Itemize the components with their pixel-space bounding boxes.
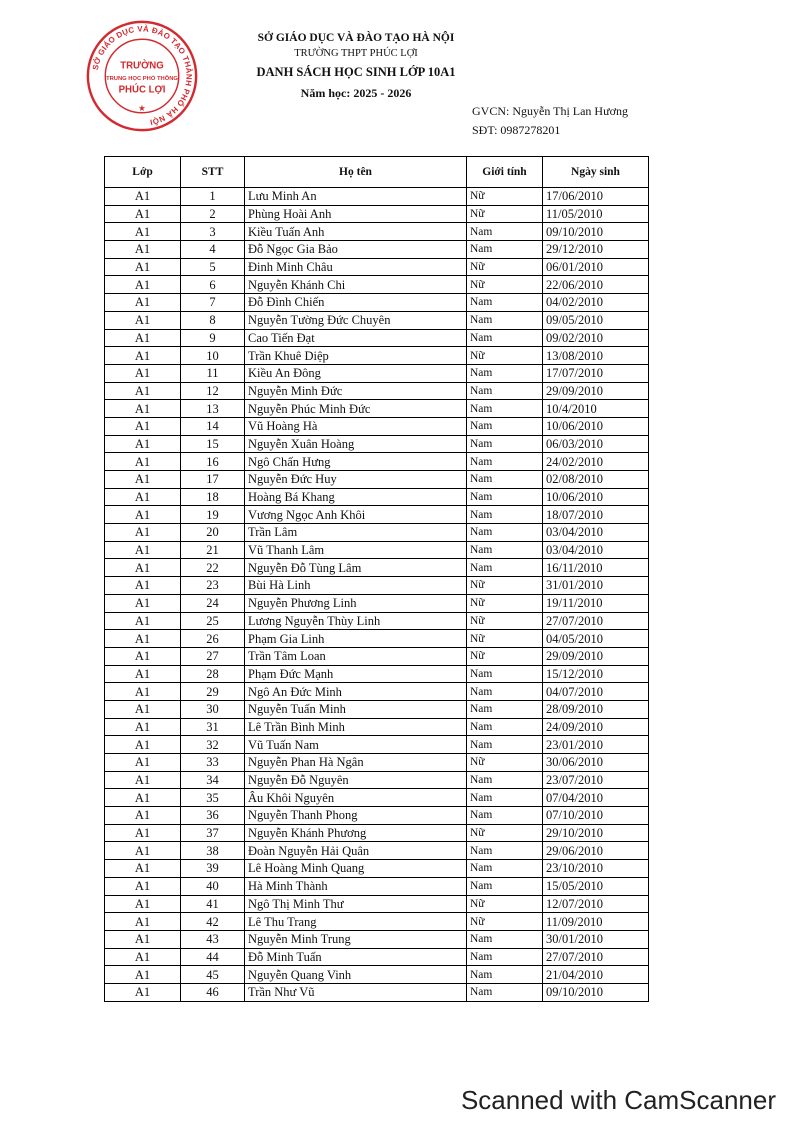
table-row	[105, 541, 649, 559]
cell-gender: Nam	[467, 966, 543, 984]
cell-dob: 04/07/2010	[543, 683, 649, 701]
table-row	[105, 754, 649, 772]
page-title: DANH SÁCH HỌC SINH LỚP 10A1	[256, 65, 456, 79]
cell-name: Phạm Gia Linh	[245, 630, 467, 648]
cell-index: 12	[181, 382, 245, 400]
stamp-star-icon: ★	[138, 102, 146, 113]
cell-name: Phùng Hoài Anh	[245, 205, 467, 223]
cell-gender: Nam	[467, 435, 543, 453]
cell-gender: Nam	[467, 294, 543, 312]
column-header-class: Lớp	[105, 157, 181, 188]
table-row	[105, 241, 649, 259]
cell-name: Trần Tâm Loan	[245, 647, 467, 665]
cell-dob: 30/01/2010	[543, 930, 649, 948]
cell-index: 13	[181, 400, 245, 418]
cell-class: A1	[105, 930, 181, 948]
cell-class: A1	[105, 382, 181, 400]
stamp-ring-text: SỞ GIÁO DỤC VÀ ĐÀO TẠO THÀNH PHỐ HÀ NỘI	[90, 24, 194, 127]
cell-class: A1	[105, 294, 181, 312]
cell-name: Hà Minh Thành	[245, 877, 467, 895]
cell-gender: Nam	[467, 789, 543, 807]
cell-name: Nguyễn Đỗ Nguyên	[245, 771, 467, 789]
cell-gender: Nam	[467, 860, 543, 878]
table-row	[105, 577, 649, 595]
cell-class: A1	[105, 807, 181, 825]
cell-name: Bùi Hà Linh	[245, 577, 467, 595]
table-row	[105, 471, 649, 489]
table-row	[105, 877, 649, 895]
cell-class: A1	[105, 966, 181, 984]
cell-name: Đỗ Đình Chiến	[245, 294, 467, 312]
cell-name: Vũ Hoàng Hà	[245, 417, 467, 435]
cell-class: A1	[105, 630, 181, 648]
cell-name: Nguyễn Minh Trung	[245, 930, 467, 948]
cell-dob: 12/07/2010	[543, 895, 649, 913]
cell-name: Nguyễn Phan Hà Ngân	[245, 754, 467, 772]
cell-index: 21	[181, 541, 245, 559]
cell-name: Ngô Chấn Hưng	[245, 453, 467, 471]
cell-class: A1	[105, 594, 181, 612]
cell-name: Vũ Tuấn Nam	[245, 736, 467, 754]
cell-gender: Nam	[467, 241, 543, 259]
cell-dob: 22/06/2010	[543, 276, 649, 294]
cell-class: A1	[105, 258, 181, 276]
cell-gender: Nữ	[467, 347, 543, 365]
cell-dob: 27/07/2010	[543, 612, 649, 630]
cell-gender: Nam	[467, 771, 543, 789]
cell-index: 39	[181, 860, 245, 878]
cell-dob: 02/08/2010	[543, 471, 649, 489]
cell-class: A1	[105, 329, 181, 347]
cell-class: A1	[105, 895, 181, 913]
cell-name: Nguyễn Đỗ Tùng Lâm	[245, 559, 467, 577]
cell-index: 42	[181, 913, 245, 931]
column-header-index: STT	[181, 157, 245, 188]
cell-name: Trần Lâm	[245, 524, 467, 542]
cell-class: A1	[105, 488, 181, 506]
cell-class: A1	[105, 453, 181, 471]
table-row	[105, 860, 649, 878]
cell-index: 1	[181, 188, 245, 206]
cell-name: Vương Ngọc Anh Khôi	[245, 506, 467, 524]
table-row	[105, 736, 649, 754]
cell-name: Nguyễn Quang Vinh	[245, 966, 467, 984]
table-row	[105, 630, 649, 648]
cell-gender: Nam	[467, 311, 543, 329]
table-row	[105, 364, 649, 382]
cell-index: 6	[181, 276, 245, 294]
column-header-name: Họ tên	[245, 157, 467, 188]
cell-name: Đỗ Minh Tuấn	[245, 948, 467, 966]
cell-name: Kiều Tuấn Anh	[245, 223, 467, 241]
cell-gender: Nam	[467, 506, 543, 524]
header-school: TRƯỜNG THPT PHÚC LỢI	[294, 48, 418, 59]
cell-class: A1	[105, 417, 181, 435]
cell-class: A1	[105, 718, 181, 736]
cell-name: Nguyễn Xuân Hoàng	[245, 435, 467, 453]
cell-index: 2	[181, 205, 245, 223]
cell-class: A1	[105, 347, 181, 365]
cell-name: Nguyễn Tường Đức Chuyên	[245, 311, 467, 329]
cell-index: 11	[181, 364, 245, 382]
cell-index: 5	[181, 258, 245, 276]
cell-dob: 17/06/2010	[543, 188, 649, 206]
cell-gender: Nam	[467, 382, 543, 400]
cell-dob: 09/05/2010	[543, 311, 649, 329]
table-row	[105, 329, 649, 347]
table-row	[105, 913, 649, 931]
table-row	[105, 948, 649, 966]
cell-index: 24	[181, 594, 245, 612]
table-row	[105, 842, 649, 860]
table-row	[105, 647, 649, 665]
cell-index: 9	[181, 329, 245, 347]
table-row	[105, 665, 649, 683]
student-table	[104, 156, 649, 1002]
cell-gender: Nam	[467, 807, 543, 825]
table-row	[105, 276, 649, 294]
stamp-school-type: TRUNG HỌC PHỔ THÔNG	[106, 75, 178, 82]
cell-name: Cao Tiến Đạt	[245, 329, 467, 347]
cell-name: Nguyễn Minh Đức	[245, 382, 467, 400]
cell-index: 38	[181, 842, 245, 860]
cell-dob: 29/09/2010	[543, 647, 649, 665]
cell-class: A1	[105, 400, 181, 418]
table-row	[105, 807, 649, 825]
cell-dob: 31/01/2010	[543, 577, 649, 595]
table-row	[105, 559, 649, 577]
cell-index: 8	[181, 311, 245, 329]
table-row	[105, 417, 649, 435]
cell-name: Nguyễn Phương Linh	[245, 594, 467, 612]
table-row	[105, 188, 649, 206]
cell-class: A1	[105, 789, 181, 807]
cell-class: A1	[105, 541, 181, 559]
table-row	[105, 453, 649, 471]
cell-dob: 23/01/2010	[543, 736, 649, 754]
cell-class: A1	[105, 983, 181, 1001]
cell-gender: Nam	[467, 471, 543, 489]
cell-class: A1	[105, 311, 181, 329]
homeroom-teacher: GVCN: Nguyễn Thị Lan Hương	[472, 104, 628, 118]
table-row	[105, 205, 649, 223]
table-row	[105, 789, 649, 807]
cell-dob: 15/12/2010	[543, 665, 649, 683]
stamp-school-name: PHÚC LỢI	[118, 84, 166, 96]
cell-name: Nguyễn Phúc Minh Đức	[245, 400, 467, 418]
cell-dob: 15/05/2010	[543, 877, 649, 895]
cell-index: 29	[181, 683, 245, 701]
table-row	[105, 983, 649, 1001]
cell-class: A1	[105, 700, 181, 718]
cell-index: 19	[181, 506, 245, 524]
table-row	[105, 930, 649, 948]
cell-dob: 04/02/2010	[543, 294, 649, 312]
cell-name: Nguyễn Thanh Phong	[245, 807, 467, 825]
table-row	[105, 258, 649, 276]
cell-index: 18	[181, 488, 245, 506]
cell-name: Trần Như Vũ	[245, 983, 467, 1001]
cell-class: A1	[105, 241, 181, 259]
cell-class: A1	[105, 647, 181, 665]
cell-index: 45	[181, 966, 245, 984]
cell-dob: 29/06/2010	[543, 842, 649, 860]
cell-name: Lương Nguyễn Thùy Linh	[245, 612, 467, 630]
cell-class: A1	[105, 842, 181, 860]
cell-dob: 19/11/2010	[543, 594, 649, 612]
cell-gender: Nam	[467, 559, 543, 577]
cell-gender: Nam	[467, 983, 543, 1001]
cell-index: 27	[181, 647, 245, 665]
cell-gender: Nam	[467, 329, 543, 347]
cell-name: Phạm Đức Mạnh	[245, 665, 467, 683]
cell-name: Lê Trần Bình Minh	[245, 718, 467, 736]
cell-dob: 04/05/2010	[543, 630, 649, 648]
cell-gender: Nữ	[467, 205, 543, 223]
cell-dob: 18/07/2010	[543, 506, 649, 524]
cell-dob: 06/01/2010	[543, 258, 649, 276]
scanner-watermark: Scanned with CamScanner	[460, 1085, 776, 1115]
cell-class: A1	[105, 824, 181, 842]
cell-dob: 24/09/2010	[543, 718, 649, 736]
cell-name: Âu Khôi Nguyên	[245, 789, 467, 807]
cell-dob: 16/11/2010	[543, 559, 649, 577]
cell-dob: 29/09/2010	[543, 382, 649, 400]
table-row	[105, 294, 649, 312]
cell-dob: 23/07/2010	[543, 771, 649, 789]
table-row	[105, 895, 649, 913]
cell-gender: Nữ	[467, 824, 543, 842]
cell-index: 15	[181, 435, 245, 453]
cell-class: A1	[105, 754, 181, 772]
cell-dob: 09/10/2010	[543, 223, 649, 241]
cell-index: 46	[181, 983, 245, 1001]
table-row	[105, 506, 649, 524]
cell-class: A1	[105, 559, 181, 577]
cell-dob: 24/02/2010	[543, 453, 649, 471]
cell-class: A1	[105, 612, 181, 630]
cell-class: A1	[105, 188, 181, 206]
table-row	[105, 311, 649, 329]
cell-dob: 09/02/2010	[543, 329, 649, 347]
cell-index: 17	[181, 471, 245, 489]
table-row	[105, 400, 649, 418]
cell-class: A1	[105, 223, 181, 241]
cell-dob: 03/04/2010	[543, 541, 649, 559]
cell-index: 10	[181, 347, 245, 365]
cell-gender: Nam	[467, 877, 543, 895]
cell-index: 43	[181, 930, 245, 948]
cell-dob: 03/04/2010	[543, 524, 649, 542]
cell-name: Vũ Thanh Lâm	[245, 541, 467, 559]
teacher-phone: SĐT: 0987278201	[472, 123, 561, 137]
cell-index: 37	[181, 824, 245, 842]
table-row	[105, 594, 649, 612]
cell-index: 44	[181, 948, 245, 966]
table-row	[105, 347, 649, 365]
cell-gender: Nữ	[467, 895, 543, 913]
cell-gender: Nam	[467, 223, 543, 241]
cell-gender: Nam	[467, 417, 543, 435]
header-authority: SỞ GIÁO DỤC VÀ ĐÀO TẠO HÀ NỘI	[257, 32, 455, 44]
cell-index: 40	[181, 877, 245, 895]
cell-name: Kiều An Đông	[245, 364, 467, 382]
cell-dob: 10/06/2010	[543, 417, 649, 435]
cell-gender: Nữ	[467, 276, 543, 294]
cell-class: A1	[105, 577, 181, 595]
cell-gender: Nam	[467, 541, 543, 559]
cell-index: 41	[181, 895, 245, 913]
cell-gender: Nam	[467, 736, 543, 754]
cell-index: 16	[181, 453, 245, 471]
cell-name: Hoàng Bá Khang	[245, 488, 467, 506]
cell-index: 32	[181, 736, 245, 754]
cell-class: A1	[105, 665, 181, 683]
cell-dob: 07/04/2010	[543, 789, 649, 807]
table-body	[105, 188, 649, 1002]
cell-name: Nguyễn Khánh Chi	[245, 276, 467, 294]
table-row	[105, 700, 649, 718]
cell-gender: Nam	[467, 700, 543, 718]
cell-class: A1	[105, 877, 181, 895]
cell-class: A1	[105, 771, 181, 789]
cell-gender: Nam	[467, 400, 543, 418]
cell-class: A1	[105, 435, 181, 453]
cell-index: 7	[181, 294, 245, 312]
cell-index: 36	[181, 807, 245, 825]
cell-index: 25	[181, 612, 245, 630]
cell-name: Nguyễn Tuấn Minh	[245, 700, 467, 718]
school-stamp	[84, 18, 200, 134]
cell-dob: 11/05/2010	[543, 205, 649, 223]
cell-gender: Nam	[467, 453, 543, 471]
cell-class: A1	[105, 276, 181, 294]
cell-class: A1	[105, 205, 181, 223]
cell-name: Đoàn Nguyễn Hải Quân	[245, 842, 467, 860]
cell-dob: 13/08/2010	[543, 347, 649, 365]
cell-dob: 27/07/2010	[543, 948, 649, 966]
cell-gender: Nam	[467, 842, 543, 860]
cell-gender: Nữ	[467, 612, 543, 630]
table-row	[105, 382, 649, 400]
cell-gender: Nữ	[467, 594, 543, 612]
table-row	[105, 223, 649, 241]
cell-name: Lưu Minh An	[245, 188, 467, 206]
cell-class: A1	[105, 471, 181, 489]
stamp-school-word: TRƯỜNG	[120, 60, 164, 72]
table-row	[105, 824, 649, 842]
cell-gender: Nam	[467, 364, 543, 382]
table-header-row	[105, 157, 649, 188]
cell-dob: 11/09/2010	[543, 913, 649, 931]
cell-class: A1	[105, 948, 181, 966]
cell-index: 20	[181, 524, 245, 542]
cell-index: 23	[181, 577, 245, 595]
cell-name: Ngô An Đức Minh	[245, 683, 467, 701]
table-row	[105, 524, 649, 542]
cell-class: A1	[105, 683, 181, 701]
cell-name: Lê Thu Trang	[245, 913, 467, 931]
cell-gender: Nam	[467, 524, 543, 542]
cell-dob: 30/06/2010	[543, 754, 649, 772]
cell-class: A1	[105, 506, 181, 524]
cell-index: 33	[181, 754, 245, 772]
column-header-dob: Ngày sinh	[543, 157, 649, 188]
cell-gender: Nữ	[467, 630, 543, 648]
cell-dob: 10/4/2010	[543, 400, 649, 418]
cell-gender: Nam	[467, 718, 543, 736]
cell-dob: 29/12/2010	[543, 241, 649, 259]
cell-index: 14	[181, 417, 245, 435]
cell-name: Nguyễn Khánh Phương	[245, 824, 467, 842]
cell-index: 22	[181, 559, 245, 577]
cell-index: 34	[181, 771, 245, 789]
table-row	[105, 488, 649, 506]
cell-name: Trần Khuê Diệp	[245, 347, 467, 365]
cell-name: Đinh Minh Châu	[245, 258, 467, 276]
cell-index: 26	[181, 630, 245, 648]
cell-gender: Nữ	[467, 577, 543, 595]
cell-class: A1	[105, 860, 181, 878]
table-row	[105, 612, 649, 630]
school-year: Năm học: 2025 - 2026	[300, 86, 412, 100]
cell-gender: Nam	[467, 930, 543, 948]
cell-gender: Nữ	[467, 258, 543, 276]
cell-dob: 29/10/2010	[543, 824, 649, 842]
cell-index: 4	[181, 241, 245, 259]
cell-dob: 09/10/2010	[543, 983, 649, 1001]
cell-class: A1	[105, 913, 181, 931]
cell-index: 28	[181, 665, 245, 683]
cell-dob: 23/10/2010	[543, 860, 649, 878]
cell-gender: Nam	[467, 665, 543, 683]
column-header-gender: Giới tính	[467, 157, 543, 188]
cell-dob: 07/10/2010	[543, 807, 649, 825]
cell-dob: 28/09/2010	[543, 700, 649, 718]
cell-dob: 21/04/2010	[543, 966, 649, 984]
cell-dob: 06/03/2010	[543, 435, 649, 453]
cell-gender: Nam	[467, 488, 543, 506]
cell-gender: Nữ	[467, 188, 543, 206]
cell-index: 3	[181, 223, 245, 241]
cell-index: 31	[181, 718, 245, 736]
table-row	[105, 435, 649, 453]
table-row	[105, 718, 649, 736]
table-row	[105, 771, 649, 789]
cell-gender: Nữ	[467, 754, 543, 772]
cell-index: 35	[181, 789, 245, 807]
cell-index: 30	[181, 700, 245, 718]
cell-name: Đỗ Ngọc Gia Bảo	[245, 241, 467, 259]
cell-class: A1	[105, 736, 181, 754]
cell-class: A1	[105, 524, 181, 542]
cell-class: A1	[105, 364, 181, 382]
cell-gender: Nam	[467, 683, 543, 701]
cell-gender: Nữ	[467, 913, 543, 931]
cell-name: Lê Hoàng Minh Quang	[245, 860, 467, 878]
cell-dob: 17/07/2010	[543, 364, 649, 382]
cell-dob: 10/06/2010	[543, 488, 649, 506]
cell-name: Ngô Thị Minh Thư	[245, 895, 467, 913]
cell-name: Nguyễn Đức Huy	[245, 471, 467, 489]
cell-gender: Nam	[467, 948, 543, 966]
table-row	[105, 966, 649, 984]
table-row	[105, 683, 649, 701]
cell-gender: Nữ	[467, 647, 543, 665]
